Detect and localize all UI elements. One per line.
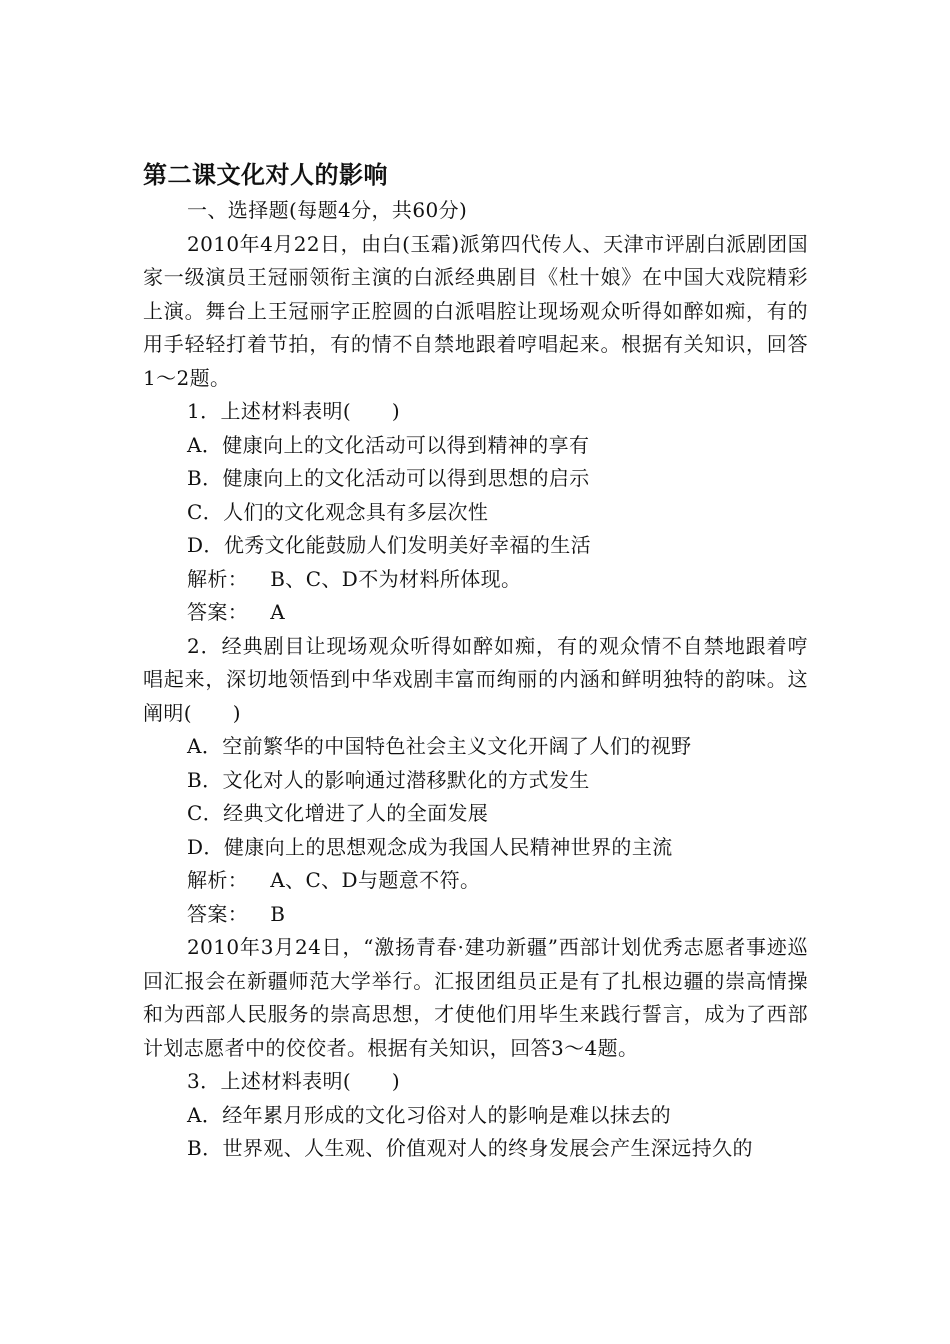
answer-label: 答案： (187, 600, 249, 624)
question-2-option-c: C．经典文化增进了人的全面发展 (187, 801, 489, 825)
analysis-label: 解析： (187, 868, 249, 892)
question-1-analysis (143, 563, 808, 597)
question-3-option-a: A．经年累月形成的文化习俗对人的影响是难以抹去的 (187, 1102, 672, 1127)
answer-label: 答案： (187, 901, 249, 926)
question-2-option-a: A．空前繁华的中国特色社会主义文化开阔了人们的视野 (187, 734, 692, 758)
question-1-option-b: B．健康向上的文化活动可以得到思想的启示 (187, 466, 590, 490)
material-paragraph-2: 2010年3月24日，“激扬青春·建功新疆”西部计划优秀志愿者事迹巡回汇报会在新疆师范大学举行。汇报团组员正是有了扎根边疆的崇高情操和为西部人民服务的崇高思想，才使他们用毕生来践行誓言，成为了西部计划志愿者中的佼佼者。根据有关知识，回答3～4题。 (143, 935, 808, 1060)
analysis-text: A、C、D与题意不符。 (270, 868, 481, 892)
analysis-text: B、C、D不为材料所体现。 (270, 566, 522, 591)
question-2-stem: 2．经典剧目让现场观众听得如醉如痴，有的观众情不自禁地跟着哼唱起来，深切地领悟到中华戏剧丰富而绚丽的内涵和鲜明独特的韵味。这阐明( ) (143, 633, 808, 725)
question-3-stem: 3．上述材料表明( ) (187, 1069, 401, 1093)
document-page (143, 158, 808, 1166)
question-2-option-b: B．文化对人的影响通过潜移默化的方式发生 (187, 767, 590, 792)
answer-text: B (270, 901, 286, 926)
analysis-label: 解析： (187, 566, 249, 591)
question-1-option-d: D．优秀文化能鼓励人们发明美好幸福的生活 (187, 533, 592, 557)
document-title: 第二课文化对人的影响 (143, 161, 388, 189)
material-paragraph-1: 2010年4月22日，由白(玉霜)派第四代传人、天津市评剧白派剧团国家一级演员王冠丽领衔主演的白派经典剧目《杜十娘》在中国大戏院精彩上演。舞台上王冠丽字正腔圆的白派唱腔让现场观众听得如醉如痴，有的用手轻轻打着节拍，有的情不自禁地跟着哼唱起来。根据有关知识，回答1～2题。 (143, 231, 808, 390)
section-heading: 一、选择题(每题4分，共60分) (187, 198, 468, 222)
question-1-option-c: C．人们的文化观念具有多层次性 (187, 499, 489, 524)
question-1-stem: 1．上述材料表明( ) (187, 399, 401, 423)
question-3-option-b: B．世界观、人生观、价值观对人的终身发展会产生深远持久的 (187, 1136, 753, 1160)
answer-text: A (270, 600, 286, 624)
question-2-analysis (143, 864, 808, 898)
question-2-option-d: D．健康向上的思想观念成为我国人民精神世界的主流 (187, 834, 673, 859)
question-2-answer (143, 898, 808, 932)
question-1-answer (143, 596, 808, 630)
question-1-option-a: A．健康向上的文化活动可以得到精神的享有 (187, 432, 590, 457)
